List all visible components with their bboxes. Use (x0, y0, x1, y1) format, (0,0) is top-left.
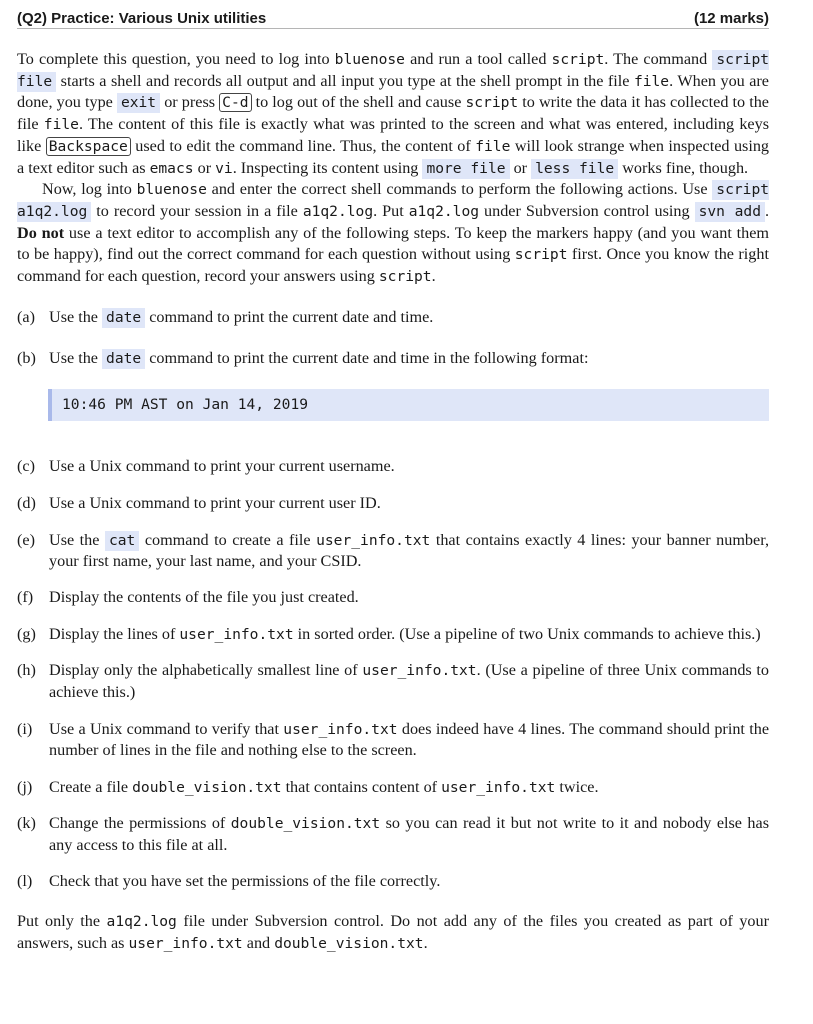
item-label: (f) (17, 587, 34, 606)
task-item-j (17, 777, 769, 799)
text: Create a file (49, 778, 129, 797)
text: command to print the current date and time in the following format: (149, 349, 589, 368)
inline-code: user_info.txt (179, 625, 294, 643)
inline-code: script (514, 246, 568, 264)
text: . The content of this file is exactly what was printed to the screen and what was entered, including keys like (17, 115, 769, 155)
question-marks: (12 marks) (693, 10, 769, 27)
text: Use a Unix command to print your current username. (49, 457, 395, 476)
inline-code: file (475, 137, 511, 155)
inline-code: vi (215, 159, 233, 177)
highlighted-command: date (102, 308, 145, 328)
text: or (197, 158, 212, 177)
text: or press (164, 93, 216, 112)
highlighted-command: cat (105, 531, 139, 551)
highlighted-command: more file (422, 159, 509, 179)
text: To complete this question, you need to log into (17, 50, 330, 68)
text: used to edit the command line. Thus, the content of (135, 136, 471, 155)
text: Use a Unix command to verify that (49, 719, 279, 738)
inline-code: bluenose (334, 51, 405, 68)
inline-code: bluenose (136, 181, 207, 199)
text: . The command (604, 50, 708, 68)
text: command to create a file (144, 530, 311, 549)
inline-code: user_info.txt (316, 531, 431, 549)
item-label: (k) (17, 813, 36, 832)
inline-code: a1q2.log (408, 202, 480, 220)
inline-code: file (633, 72, 670, 90)
text: and enter the correct shell commands to perform the following actions. Use (211, 180, 708, 199)
text: . (423, 933, 428, 952)
inline-code: script (465, 94, 519, 112)
task-item-a (17, 307, 769, 329)
item-label: (h) (17, 661, 36, 680)
footer-paragraph (17, 911, 769, 954)
inline-code: script (551, 51, 605, 68)
text: Display the lines of (49, 624, 176, 643)
text: Put only the (17, 911, 101, 930)
text: Check that you have set the permissions of the file correctly. (49, 872, 441, 891)
text: does indeed have 4 lines. The command should print the number of lines in the file and nothing else to the screen. (49, 719, 770, 760)
item-label: (i) (17, 719, 33, 738)
inline-code: a1q2.log (302, 202, 374, 220)
text: to write the data it has collected to the file (17, 93, 769, 134)
keyboard-key: C-d (219, 93, 251, 112)
text: . (Use a pipeline of three Unix commands to achieve this.) (49, 661, 770, 702)
text: . (765, 201, 770, 220)
inline-code: emacs (149, 159, 194, 177)
text: or (513, 158, 528, 177)
inline-code: user_info.txt (283, 720, 398, 738)
text: to record your session in a file (96, 201, 298, 220)
text: under Subversion control using (484, 201, 690, 220)
keyboard-key: Backspace (46, 137, 131, 156)
text: use a text editor to accomplish any of the following steps. To keep the markers happy (and you want them to be happy), find out the correct command for each question without using (17, 223, 770, 264)
task-list (17, 307, 769, 370)
inline-code: user_info.txt (441, 779, 556, 797)
task-item-i (17, 719, 769, 762)
text: Display the contents of the file you just created. (49, 587, 359, 606)
text: Use the (49, 349, 98, 368)
bold-emphasis: Do not (17, 223, 65, 242)
highlighted-command: date (102, 349, 145, 369)
text: so you can read it but not write to it and nobody else has any access to this file at all. (49, 813, 770, 854)
item-label: (d) (17, 493, 36, 512)
text: twice. (559, 778, 599, 797)
item-label: (b) (17, 349, 36, 368)
text: . Put (373, 201, 404, 220)
text: Change the permissions of (49, 813, 226, 832)
text: first. Once you know the right command for each question, record your answers using (17, 245, 769, 286)
inline-code: user_info.txt (128, 934, 243, 952)
task-item-g (17, 624, 769, 646)
task-list-continued (17, 456, 769, 893)
question-title: (Q2) Practice: Various Unix utilities (17, 10, 267, 27)
text: Use a Unix command to print your current user ID. (49, 493, 381, 512)
text: . Inspecting its content using (232, 158, 419, 177)
text: file under Subversion control. Do not add any of the files you created as part of your answers, such as (17, 911, 770, 952)
highlighted-command: svn add (695, 202, 765, 222)
date-format-example: 10:46 PM AST on Jan 14, 2019 (48, 389, 769, 421)
document-page (17, 0, 769, 954)
text: starts a shell and records all output and all input you type at the shell prompt in the file (60, 71, 630, 90)
inline-code: script (378, 268, 432, 286)
inline-code: double_vision.txt (230, 814, 381, 832)
highlighted-command: exit (117, 93, 160, 113)
inline-code: a1q2.log (106, 912, 177, 930)
inline-code: double_vision.txt (274, 934, 424, 952)
text: command to print the current date and time. (149, 307, 434, 326)
text: and (246, 933, 271, 952)
task-item-h (17, 660, 769, 703)
item-label: (a) (17, 307, 35, 326)
item-label: (g) (17, 624, 36, 643)
highlighted-command: script a1q2.log (17, 181, 770, 220)
text: Display only the alphabetically smallest line of (49, 661, 358, 680)
inline-code: double_vision.txt (132, 779, 282, 797)
task-item-f (17, 587, 769, 609)
text: Use the (49, 530, 100, 549)
text: Now, log into (42, 180, 132, 199)
text: works fine, though. (622, 158, 749, 177)
item-label: (j) (17, 778, 33, 797)
task-item-l (17, 871, 769, 893)
text: Use the (49, 307, 98, 326)
task-item-c (17, 456, 769, 478)
inline-code: user_info.txt (362, 662, 477, 680)
item-label: (c) (17, 457, 35, 476)
item-label: (e) (17, 530, 35, 549)
task-item-k (17, 813, 769, 856)
text: and run a tool called (410, 50, 547, 68)
intro-paragraph (17, 49, 769, 179)
text: . (431, 267, 436, 286)
question-header (17, 0, 769, 29)
text: will look strange when inspected using a text editor such as (17, 136, 770, 177)
task-item-d (17, 493, 769, 515)
inline-code: file (43, 116, 79, 134)
highlighted-command: less file (531, 159, 618, 179)
text: in sorted order. (Use a pipeline of two Unix commands to achieve this.) (297, 624, 761, 643)
task-item-e (17, 530, 769, 573)
text: . When you are done, you type (17, 71, 769, 112)
text: that contains content of (285, 778, 438, 797)
task-item-b (17, 348, 769, 370)
item-label: (l) (17, 872, 33, 891)
text: to log out of the shell and cause (255, 93, 462, 112)
instructions-paragraph (17, 179, 769, 288)
highlighted-command: script file (17, 51, 770, 90)
text: that contains exactly 4 lines: your banner number, your first name, your last name, and your CSID. (49, 530, 770, 571)
